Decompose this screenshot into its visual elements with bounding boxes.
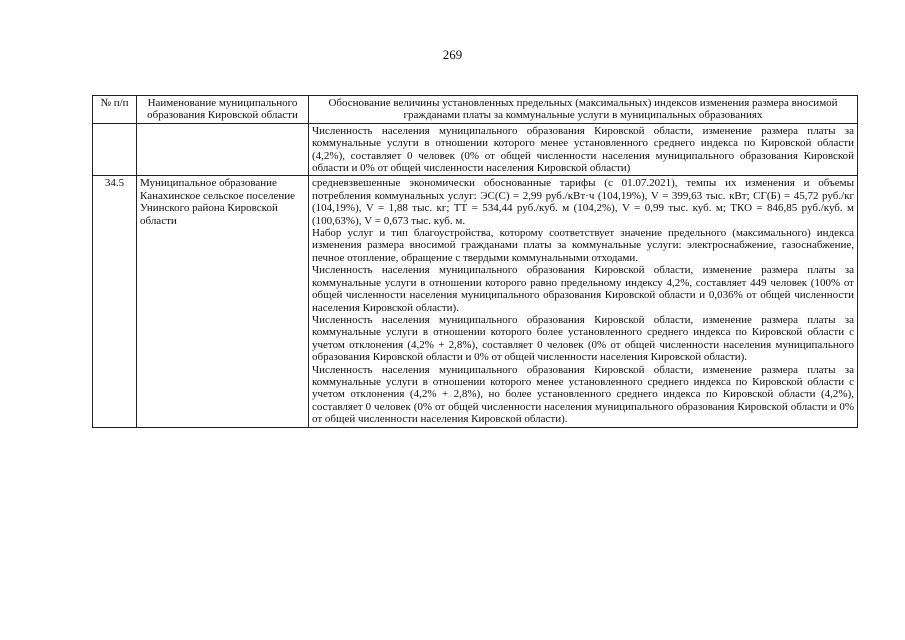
table-row: [93, 176, 858, 427]
row-name: Муниципальное образование Канахинское сельское поселение Унинского района Кировской области: [137, 176, 309, 427]
row-num: [93, 123, 137, 176]
header-text: Обоснование величины установленных предельных (максимальных) индексов изменения размера вносимой гражданами платы за коммунальные услуги в муниципальных образованиях: [309, 96, 858, 124]
paragraph: Набор услуг и тип благоустройства, которому соответствует значение предельного (максимального) индекса изменения размера вносимой гражданами платы за коммунальные услуги: электроснабжение, газоснабжение, печное отопление, обращение с твердыми коммунальными отходами.: [312, 227, 854, 264]
table-header-row: [93, 96, 858, 124]
tariff-table: [92, 95, 858, 428]
row-text: [309, 176, 858, 427]
paragraph: Численность населения муниципального образования Кировской области, изменение размера платы за коммунальные услуги в отношении которого менее установленного среднего индекса по Кировской области с учетом отклонения (4,2% + 2,8%), но более установленного среднего индекса по Кировской области (4,2%), составляет 0 человек (0% от общей численности населения муниципального образования Кировской области и 0% от общей численности населения Кировской области).: [312, 363, 854, 426]
table-row: [93, 123, 858, 176]
header-num: № п/п: [93, 96, 137, 124]
row-num: 34.5: [93, 176, 137, 427]
paragraph: средневзвешенные экономически обоснованные тарифы (с 01.07.2021), темпы их изменения и объемы потребления коммунальных услуг: ЭС(С) = 2,99 руб./кВт·ч (104,19%), V = 399,63 тыс. кВт; СГ(Б) = 45,72 руб./кг (104,19%), V = 1,88 тыс. кг; ТТ = 534,44 руб./куб. м (104,2%), V = 0,99 тыс. куб. м; ТКО = 846,85 руб./куб. м (100,63%), V = 0,673 тыс. куб. м.: [312, 177, 854, 227]
paragraph: Численность населения муниципального образования Кировской области, изменение размера платы за коммунальные услуги в отношении которого равно предельному индексу 4,2%, составляет 449 человек (100% от общей численности населения муниципального образования Кировской области и 0,036% от общей численности населения Кировской области).: [312, 264, 854, 314]
row-text: [309, 123, 858, 176]
page-number: 269: [442, 47, 463, 62]
header-name: Наименование муниципального образования Кировской области: [137, 96, 309, 124]
paragraph: Численность населения муниципального образования Кировской области, изменение размера платы за коммунальные услуги в отношении которого менее установленного среднего индекса по Кировской области (4,2%), составляет 0 человек (0% от общей численности населения муниципального образования Кировской области и 0% от общей численности населения Кировской области): [312, 124, 854, 175]
row-name: [137, 123, 309, 176]
paragraph: Численность населения муниципального образования Кировской области, изменение размера платы за коммунальные услуги в отношении которого более установленного среднего индекса по Кировской области с учетом отклонения (4,2% + 2,8%), составляет 0 человек (0% от общей численности населения муниципального образования Кировской области и 0% от общей численности населения Кировской области).: [312, 313, 854, 364]
